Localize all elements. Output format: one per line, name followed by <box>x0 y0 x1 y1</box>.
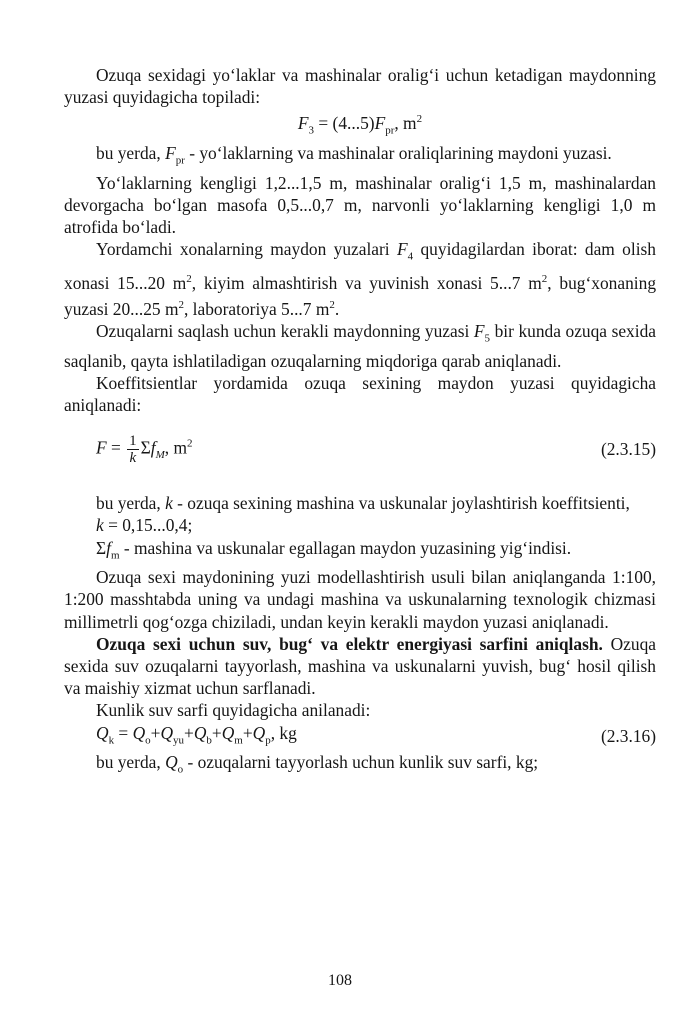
equation-expression <box>64 722 297 752</box>
formula-sup: 2 <box>186 272 192 285</box>
document-page <box>64 64 656 781</box>
formula-sub: 4 <box>407 250 414 263</box>
paragraph-resources <box>64 633 656 700</box>
text: - ozuqalarni tayyorlash uchun kunlik suv sarfi, kg; <box>183 752 539 773</box>
formula-sub: 3 <box>308 124 315 137</box>
paragraph-intro: Ozuqa sexidagi yo‘laklar va mashinalar oralig‘i uchun ketadigan maydonning yuzasi quyidagicha topiladi: <box>64 65 656 108</box>
paragraph-k-def <box>64 492 656 514</box>
paragraph-fpr-def <box>64 142 656 172</box>
text: bu yerda, <box>96 142 166 163</box>
formula-text: = <box>114 722 133 743</box>
formula-text: + <box>211 722 222 743</box>
text: - yo‘laklarning va mashinalar oraliqlarining maydoni yuzasi. <box>184 142 612 163</box>
formula-text: + <box>150 722 161 743</box>
formula-sub: k <box>108 734 115 747</box>
paragraph-storage <box>64 320 656 372</box>
formula-sub: pr <box>175 154 185 167</box>
paragraph-k-range <box>64 514 656 536</box>
formula-var: Q <box>96 722 109 743</box>
paragraph-water-intro: Kunlik suv sarfi quyidagicha anilanadi: <box>96 700 371 721</box>
text: , kiyim almashtirish va yuvinish xonasi 5...7 m <box>191 272 542 293</box>
equation-expression <box>64 433 193 466</box>
formula-sub: pr <box>385 124 395 137</box>
formula-var: Q <box>193 722 207 743</box>
formula-text: + <box>184 722 194 743</box>
formula-var: F <box>374 113 386 134</box>
formula-sub: yu <box>173 734 185 747</box>
formula-var: k <box>96 515 104 536</box>
page-number: 108 <box>328 972 352 989</box>
formula-sup: 2 <box>187 437 193 450</box>
fraction-denominator: k <box>129 449 137 466</box>
formula-var: F <box>473 320 485 341</box>
text: Ozuqalarni saqlash uchun kerakli maydonning yuzasi <box>96 320 474 341</box>
formula-sub: m <box>234 734 243 747</box>
text: . <box>334 298 340 319</box>
formula-var: F <box>96 437 107 458</box>
formula-sub: M <box>155 448 165 461</box>
formula-var: F <box>165 142 176 163</box>
formula-sub: o <box>145 734 151 747</box>
paragraph-aux-rooms <box>64 238 656 320</box>
formula-var: Q <box>221 722 235 743</box>
text: Yordamchi xonalarning maydon yuzalari <box>96 239 397 260</box>
formula-sub: p <box>265 734 271 747</box>
text: bu yerda, <box>96 752 166 773</box>
formula-var: F <box>297 113 309 134</box>
formula-var: Q <box>160 722 174 743</box>
paragraph-qo-def <box>64 751 656 781</box>
equation-number: (2.3.15) <box>600 438 656 459</box>
paragraph-widths: Yo‘laklarning kengligi 1,2...1,5 m, mashinalar oralig‘i 1,5 m, mashinalardan devorgacha bo‘lgan masofa 0,5...0,7 m, narvonli yo‘laklarning kengligi 1,0 m atrofida bo‘ladi. <box>64 172 656 237</box>
text: - mashina va uskunalar egallagan maydon yuzasining yig‘indisi. <box>119 537 572 558</box>
formula-text: = (4...5) <box>314 113 375 134</box>
formula-var: Q <box>165 752 178 773</box>
paragraph-coefficients: Koeffitsientlar yordamida ozuqa sexining maydon yuzasi quyidagicha aniqlanadi: <box>64 372 656 415</box>
equation-2-3-16 <box>64 722 656 752</box>
formula-sup: 2 <box>329 298 335 311</box>
formula-sub: m <box>110 548 120 561</box>
formula-sub: 5 <box>484 332 491 345</box>
formula-unit: , kg <box>270 722 297 743</box>
text: Ozuqa sexida suv ozuqalarni tayyorlash, mashina va uskunalarni yuvish, bug‘ hosil qilish va maishiy xizmat uchun sarflanadi. <box>64 633 656 699</box>
formula-var: f <box>106 537 111 558</box>
text: , laboratoriya 5...7 m <box>183 298 330 319</box>
formula-sup: 2 <box>541 272 548 285</box>
text: bu yerda, <box>96 493 166 514</box>
sum-symbol: Σ <box>96 537 107 558</box>
text: = 0,15...0,4; <box>103 515 193 536</box>
paragraph-modelling: Ozuqa sexi maydonining yuzi modellashtirish usuli bilan aniqlanganda 1:100, 1:200 masshtabda uning va undagi mashina va uskunalarning texnologik chizmasi millimetrli qog‘ozga chiziladi, undan keyin kerakli maydon yuzasi aniqlanadi. <box>64 567 656 632</box>
fraction <box>127 433 139 466</box>
formula-unit: , m <box>164 437 188 458</box>
text: , bug‘xonaning yuzasi 20...25 m <box>64 272 657 319</box>
formula-var: f <box>150 437 156 458</box>
formula-var: F <box>397 239 408 260</box>
formula-var: k <box>165 493 173 514</box>
text: - ozuqa sexining mashina va uskunalar joylashtirish koeffitsienti, <box>172 493 630 514</box>
fraction-numerator: 1 <box>129 432 137 449</box>
paragraph-sum-def <box>64 537 656 567</box>
formula-sub: b <box>206 734 212 747</box>
formula-text: + <box>242 722 253 743</box>
formula-sub: o <box>177 763 184 776</box>
formula-unit: , m <box>394 113 417 134</box>
equation-2-3-15 <box>64 420 656 478</box>
formula-text: = <box>106 437 126 458</box>
equation-number: (2.3.16) <box>600 726 656 747</box>
formula-f3 <box>64 108 656 141</box>
section-heading: Ozuqa sexi uchun suv, bug‘ va elektr energiyasi sarfini aniqlash. <box>96 633 603 654</box>
sum-symbol: Σ <box>140 437 151 458</box>
formula-var: Q <box>132 722 146 743</box>
formula-var: Q <box>252 722 266 743</box>
formula-sup: 2 <box>178 298 184 311</box>
text: bir kunda ozuqa sexida saqlanib, qayta ishlatiladigan ozuqalarning miqdoriga qarab aniqlanadi. <box>64 320 656 371</box>
formula-sup: 2 <box>416 113 423 126</box>
text: quyidagilardan iborat: dam olish xonasi 15...20 m <box>64 239 656 293</box>
